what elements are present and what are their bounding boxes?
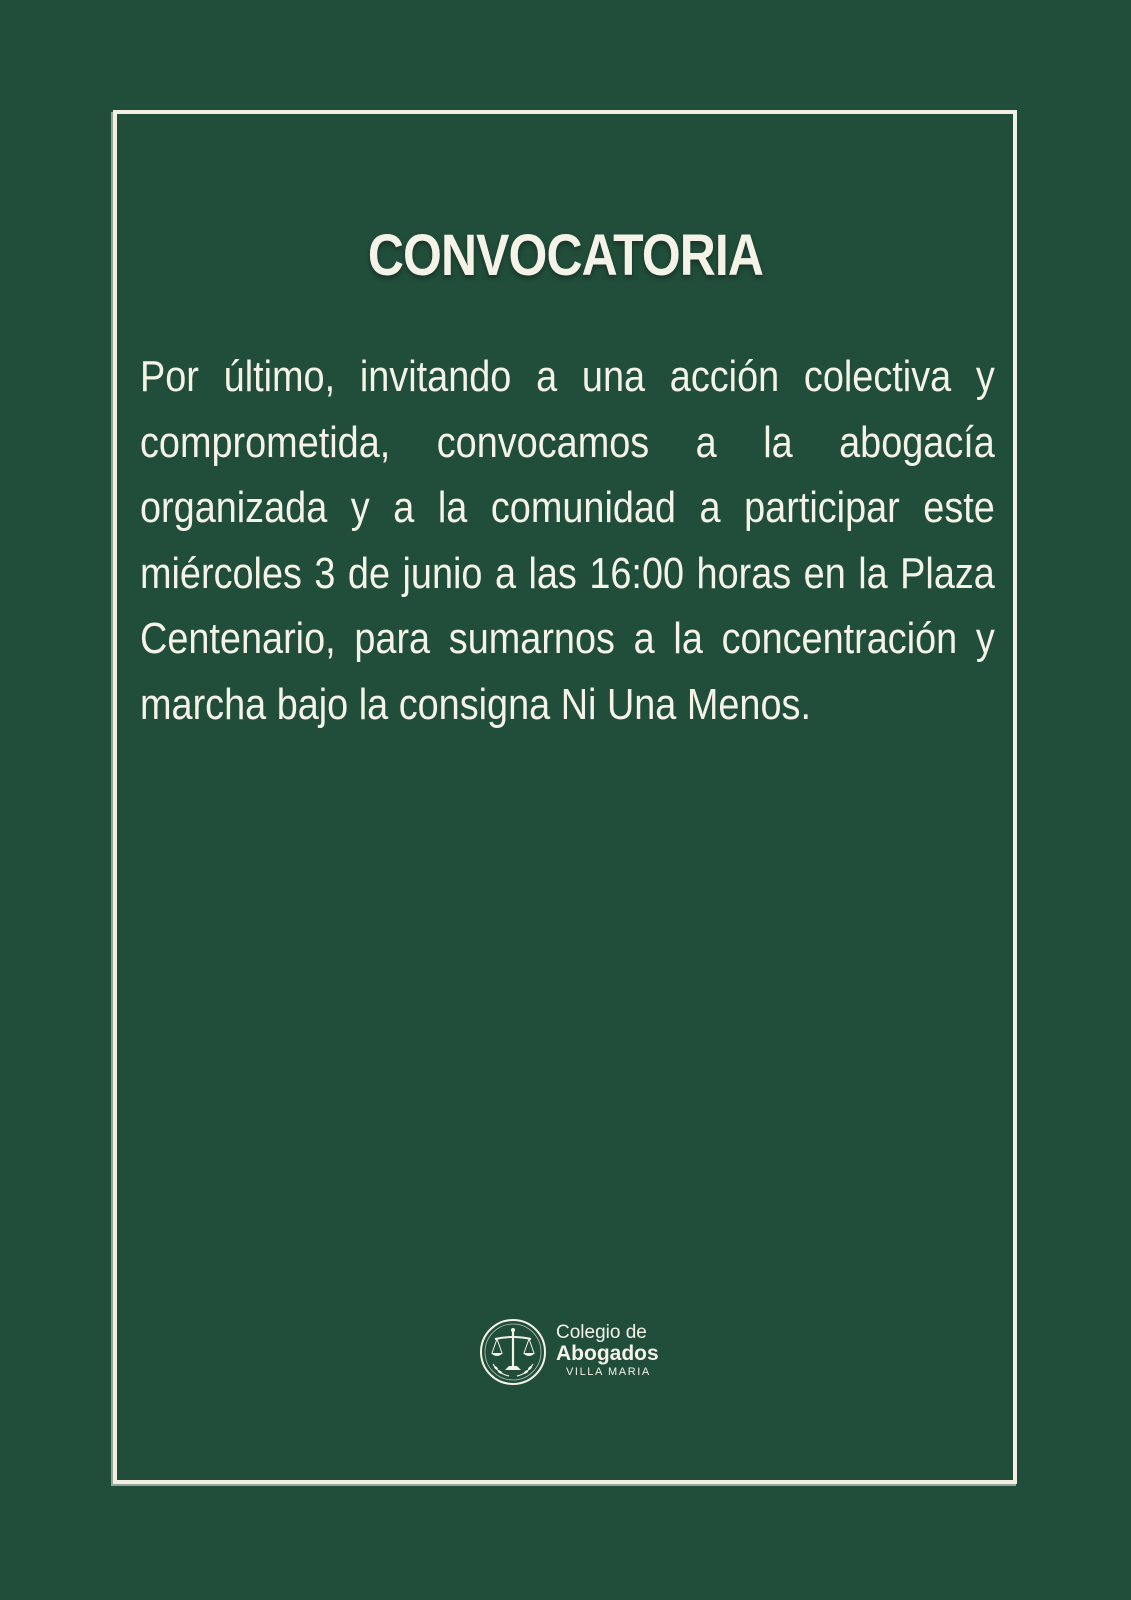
logo-line-colegio: Colegio de <box>556 1322 647 1343</box>
outer-frame <box>113 110 1017 1484</box>
scales-of-justice-icon <box>479 1318 547 1386</box>
logo-line-abogados: Abogados <box>556 1342 659 1365</box>
announcement-paragraph: Por último, invitando a una acción colectiva y comprometida, convocamos a la abogacía organizada y a la comunidad a participar este miércoles 3 de junio a las 16:00 horas en la Plaza Centenario, para sumarnos a la concentración y marcha bajo la consigna Ni Una Menos. <box>140 352 995 729</box>
colegio-logo <box>479 1318 669 1390</box>
logo-line-villa-maria: VILLA MARIA <box>566 1366 651 1378</box>
logo-wordmark <box>556 1323 659 1379</box>
page-title: CONVOCATORIA <box>367 223 764 288</box>
